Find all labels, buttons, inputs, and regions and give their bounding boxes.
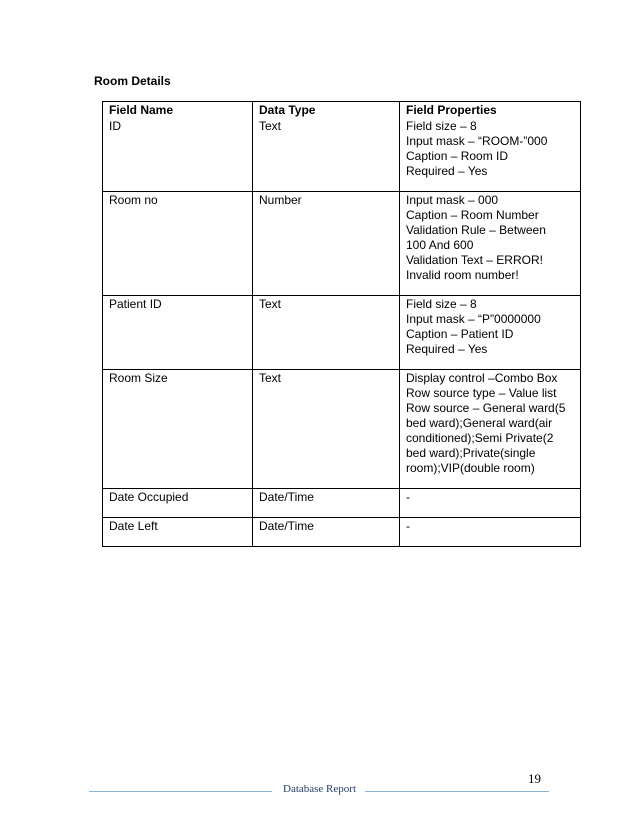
header-field-name: Field Name — [103, 102, 253, 119]
field-property-line: bed ward);General ward(air — [406, 416, 553, 430]
footer-title: Database Report — [283, 783, 356, 795]
data-type-cell: Text — [253, 370, 400, 489]
field-property-line: conditioned);Semi Private(2 — [406, 431, 554, 445]
table-header-row — [103, 102, 581, 119]
data-type-cell: Date/Time — [253, 489, 400, 518]
header-data-type: Data Type — [253, 102, 400, 119]
field-properties-cell — [400, 518, 581, 547]
header-field-properties: Field Properties — [400, 102, 581, 119]
data-type-cell: Number — [253, 192, 400, 296]
field-property-line: Validation Rule – Between — [406, 223, 546, 237]
table-row — [103, 118, 581, 192]
field-name-cell: ID — [103, 118, 253, 192]
field-property-line: Required – Yes — [406, 164, 488, 178]
table-row — [103, 192, 581, 296]
field-property-line: Input mask – “ROOM-”000 — [406, 134, 548, 148]
field-property-line: Validation Text – ERROR! — [406, 253, 543, 267]
table-row — [103, 489, 581, 518]
field-properties-cell — [400, 192, 581, 296]
table-row — [103, 370, 581, 489]
field-property-line: Row source type – Value list — [406, 386, 557, 400]
field-property-line: Row source – General ward(5 — [406, 401, 566, 415]
field-property-line: 100 And 600 — [406, 238, 474, 252]
field-properties-cell — [400, 370, 581, 489]
page-number: 19 — [528, 771, 541, 786]
field-name-cell: Date Occupied — [103, 489, 253, 518]
field-name-cell: Room Size — [103, 370, 253, 489]
field-property-line: Required – Yes — [406, 342, 488, 356]
field-property-line: Field size – 8 — [406, 119, 477, 133]
field-properties-cell — [400, 489, 581, 518]
field-name-cell: Room no — [103, 192, 253, 296]
field-properties-cell — [400, 296, 581, 370]
field-property-line: - — [406, 519, 410, 533]
field-name-cell: Date Left — [103, 518, 253, 547]
field-property-line: Input mask – 000 — [406, 193, 499, 207]
footer-rule-left — [89, 791, 272, 792]
field-property-line: Caption – Patient ID — [406, 327, 514, 341]
field-property-line: room);VIP(double room) — [406, 461, 535, 475]
data-type-cell: Text — [253, 118, 400, 192]
field-property-line: Caption – Room Number — [406, 208, 539, 222]
field-property-line: Invalid room number! — [406, 268, 519, 282]
field-property-line: bed ward);Private(single — [406, 446, 536, 460]
field-property-line: Field size – 8 — [406, 297, 477, 311]
data-type-cell: Text — [253, 296, 400, 370]
table-row — [103, 518, 581, 547]
field-property-line: Display control –Combo Box — [406, 371, 558, 385]
field-properties-cell — [400, 118, 581, 192]
field-name-cell: Patient ID — [103, 296, 253, 370]
table-row — [103, 296, 581, 370]
field-property-line: Caption – Room ID — [406, 149, 509, 163]
field-property-line: Input mask – “P”0000000 — [406, 312, 541, 326]
footer-rule-right — [365, 791, 549, 792]
section-title: Room Details — [94, 74, 171, 88]
data-type-cell: Date/Time — [253, 518, 400, 547]
room-details-table — [102, 101, 581, 547]
field-property-line: - — [406, 490, 410, 504]
